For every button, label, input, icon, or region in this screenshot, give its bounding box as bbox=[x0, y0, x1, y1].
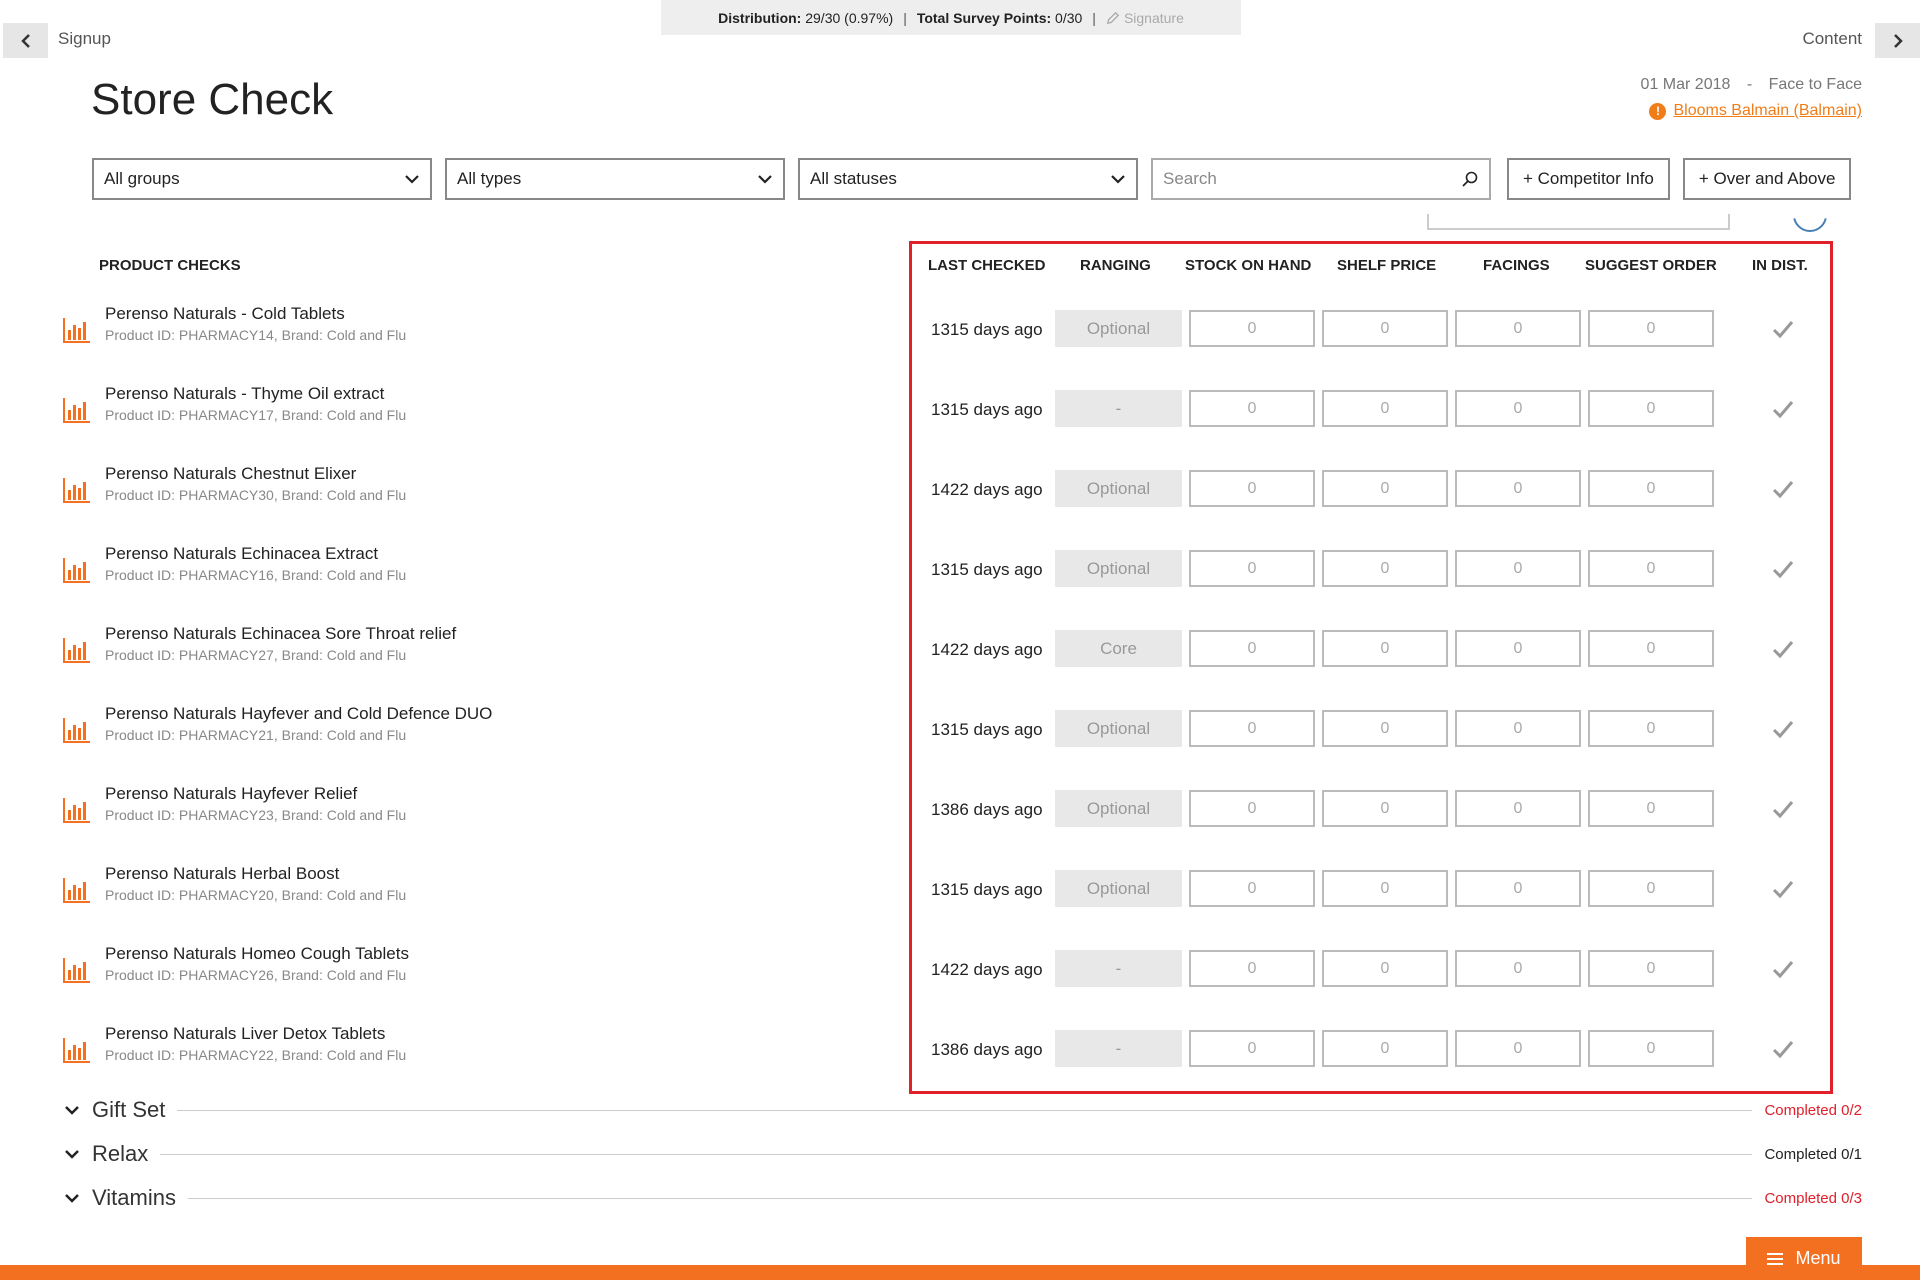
checkmark-icon[interactable] bbox=[1771, 557, 1795, 581]
page-title: Store Check bbox=[91, 75, 334, 124]
visit-type: Face to Face bbox=[1768, 76, 1862, 93]
product-meta: Product ID: PHARMACY26, Brand: Cold and Flu bbox=[105, 967, 407, 983]
header-stock-on-hand: STOCK ON HAND bbox=[1185, 257, 1312, 274]
product-row bbox=[0, 936, 1920, 1016]
over-and-above-button[interactable]: + Over and Above bbox=[1683, 158, 1852, 200]
shelf-price-input[interactable]: 0 bbox=[1322, 470, 1448, 507]
header-last-checked: LAST CHECKED bbox=[928, 257, 1046, 274]
product-meta: Product ID: PHARMACY20, Brand: Cold and Flu bbox=[105, 887, 407, 903]
facings-input[interactable]: 0 bbox=[1455, 950, 1581, 987]
ranging-badge: Optional bbox=[1055, 310, 1182, 347]
ranging-badge: - bbox=[1055, 1030, 1182, 1067]
types-select[interactable] bbox=[445, 158, 785, 200]
header-product-checks: PRODUCT CHECKS bbox=[99, 257, 241, 274]
signature-label: Signature bbox=[1123, 9, 1184, 26]
shelf-price-input[interactable]: 0 bbox=[1322, 870, 1448, 907]
groups-select-value: All groups bbox=[104, 169, 180, 188]
product-row bbox=[0, 776, 1920, 856]
pencil-icon bbox=[1106, 11, 1120, 25]
last-checked: 1386 days ago bbox=[931, 800, 1043, 819]
stock-on-hand-input[interactable]: 0 bbox=[1189, 470, 1315, 507]
facings-input[interactable]: 0 bbox=[1455, 390, 1581, 427]
chevron-right-icon bbox=[1890, 33, 1906, 49]
product-name: Perenso Naturals - Thyme Oil extract bbox=[105, 384, 385, 403]
header-facings: FACINGS bbox=[1483, 257, 1550, 274]
product-meta: Product ID: PHARMACY23, Brand: Cold and Flu bbox=[105, 807, 407, 823]
stock-on-hand-input[interactable]: 0 bbox=[1189, 790, 1315, 827]
group-name: Gift Set bbox=[92, 1097, 166, 1122]
checkmark-icon[interactable] bbox=[1771, 957, 1795, 981]
forward-button[interactable] bbox=[1875, 23, 1920, 58]
bar-chart-icon[interactable] bbox=[62, 876, 92, 904]
last-checked: 1422 days ago bbox=[931, 960, 1043, 979]
stock-on-hand-input[interactable]: 0 bbox=[1189, 1030, 1315, 1067]
meta-separator: - bbox=[1746, 76, 1753, 93]
product-row bbox=[0, 456, 1920, 536]
last-checked: 1422 days ago bbox=[931, 480, 1043, 499]
bar-chart-icon[interactable] bbox=[62, 316, 92, 344]
product-meta: Product ID: PHARMACY21, Brand: Cold and Flu bbox=[105, 727, 407, 743]
product-row bbox=[0, 616, 1920, 696]
menu-button[interactable] bbox=[1746, 1237, 1862, 1280]
bar-chart-icon[interactable] bbox=[62, 636, 92, 664]
divider bbox=[188, 1198, 1752, 1199]
search-input[interactable] bbox=[1163, 169, 1443, 189]
partial-element bbox=[1427, 214, 1730, 230]
facings-input[interactable]: 0 bbox=[1455, 470, 1581, 507]
checkmark-icon[interactable] bbox=[1771, 317, 1795, 341]
facings-input[interactable]: 0 bbox=[1455, 310, 1581, 347]
ranging-badge: Optional bbox=[1055, 870, 1182, 907]
product-name: Perenso Naturals Chestnut Elixer bbox=[105, 464, 357, 483]
ranging-badge: Optional bbox=[1055, 550, 1182, 587]
group-name: Relax bbox=[92, 1141, 149, 1166]
filter-bar bbox=[92, 158, 1862, 201]
stock-on-hand-input[interactable]: 0 bbox=[1189, 710, 1315, 747]
product-name: Perenso Naturals Liver Detox Tablets bbox=[105, 1024, 386, 1043]
competitor-info-button[interactable]: + Competitor Info bbox=[1507, 158, 1670, 200]
last-checked: 1315 days ago bbox=[931, 720, 1043, 739]
chevron-down-icon bbox=[1110, 171, 1126, 187]
bar-chart-icon[interactable] bbox=[62, 716, 92, 744]
stock-on-hand-input[interactable]: 0 bbox=[1189, 950, 1315, 987]
chevron-left-icon bbox=[18, 33, 34, 49]
last-checked: 1315 days ago bbox=[931, 880, 1043, 899]
ranging-badge: Optional bbox=[1055, 710, 1182, 747]
group-name: Vitamins bbox=[92, 1185, 176, 1210]
suggest-order-input[interactable]: 0 bbox=[1588, 790, 1714, 827]
facings-input[interactable]: 0 bbox=[1455, 550, 1581, 587]
product-name: Perenso Naturals Hayfever and Cold Defence DUO bbox=[105, 704, 493, 723]
facings-input[interactable]: 0 bbox=[1455, 1030, 1581, 1067]
product-meta: Product ID: PHARMACY22, Brand: Cold and Flu bbox=[105, 1047, 407, 1063]
suggest-order-input[interactable]: 0 bbox=[1588, 550, 1714, 587]
product-name: Perenso Naturals Echinacea Extract bbox=[105, 544, 379, 563]
bar-chart-icon[interactable] bbox=[62, 956, 92, 984]
facings-input[interactable]: 0 bbox=[1455, 630, 1581, 667]
bottom-bar bbox=[0, 1265, 1920, 1280]
bar-chart-icon[interactable] bbox=[62, 476, 92, 504]
product-name: Perenso Naturals Homeo Cough Tablets bbox=[105, 944, 409, 963]
shelf-price-input[interactable]: 0 bbox=[1322, 790, 1448, 827]
visit-date: 01 Mar 2018 bbox=[1640, 76, 1731, 93]
chevron-down-icon bbox=[62, 1100, 82, 1120]
chevron-down-icon bbox=[404, 171, 420, 187]
header-in-dist: IN DIST. bbox=[1752, 257, 1808, 274]
survey-label: Total Survey Points: bbox=[916, 9, 1052, 26]
ranging-badge: Optional bbox=[1055, 470, 1182, 507]
group-gift-set[interactable] bbox=[62, 1095, 1862, 1125]
divider: | bbox=[1092, 9, 1096, 26]
visit-meta bbox=[1629, 76, 1862, 120]
group-relax[interactable] bbox=[62, 1139, 1862, 1169]
back-label[interactable]: Signup bbox=[58, 29, 111, 48]
alert-icon: ! bbox=[1649, 103, 1666, 120]
status-strip bbox=[661, 0, 1241, 35]
product-row bbox=[0, 856, 1920, 936]
product-row bbox=[0, 376, 1920, 456]
product-meta: Product ID: PHARMACY17, Brand: Cold and Flu bbox=[105, 407, 407, 423]
checkmark-icon[interactable] bbox=[1771, 637, 1795, 661]
divider: | bbox=[903, 9, 907, 26]
statuses-select[interactable] bbox=[798, 158, 1138, 200]
suggest-order-input[interactable]: 0 bbox=[1588, 630, 1714, 667]
bar-chart-icon[interactable] bbox=[62, 556, 92, 584]
bar-chart-icon[interactable] bbox=[62, 796, 92, 824]
header-suggest-order: SUGGEST ORDER bbox=[1585, 257, 1717, 274]
header-ranging: RANGING bbox=[1080, 257, 1151, 274]
search-icon[interactable] bbox=[1461, 170, 1479, 188]
suggest-order-input[interactable]: 0 bbox=[1588, 390, 1714, 427]
header-shelf-price: SHELF PRICE bbox=[1337, 257, 1437, 274]
group-vitamins[interactable] bbox=[62, 1183, 1862, 1213]
suggest-order-input[interactable]: 0 bbox=[1588, 310, 1714, 347]
facings-input[interactable]: 0 bbox=[1455, 710, 1581, 747]
store-link[interactable]: Blooms Balmain (Balmain) bbox=[1673, 102, 1862, 119]
checkmark-icon[interactable] bbox=[1771, 397, 1795, 421]
stock-on-hand-input[interactable]: 0 bbox=[1189, 630, 1315, 667]
search-field bbox=[1151, 158, 1491, 200]
chevron-down-icon bbox=[62, 1144, 82, 1164]
chevron-down-icon bbox=[757, 171, 773, 187]
partial-circle-icon bbox=[1793, 198, 1827, 232]
checkmark-icon[interactable] bbox=[1771, 877, 1795, 901]
group-status: Completed 0/3 bbox=[1764, 1189, 1862, 1207]
shelf-price-input[interactable]: 0 bbox=[1322, 630, 1448, 667]
facings-input[interactable]: 0 bbox=[1455, 870, 1581, 907]
stock-on-hand-input[interactable]: 0 bbox=[1189, 390, 1315, 427]
product-meta: Product ID: PHARMACY14, Brand: Cold and Flu bbox=[105, 327, 407, 343]
product-name: Perenso Naturals Herbal Boost bbox=[105, 864, 340, 883]
checkmark-icon[interactable] bbox=[1771, 477, 1795, 501]
bar-chart-icon[interactable] bbox=[62, 1036, 92, 1064]
suggest-order-input[interactable]: 0 bbox=[1588, 710, 1714, 747]
shelf-price-input[interactable]: 0 bbox=[1322, 950, 1448, 987]
shelf-price-input[interactable]: 0 bbox=[1322, 1030, 1448, 1067]
statuses-select-value: All statuses bbox=[810, 169, 897, 188]
hamburger-icon bbox=[1767, 1252, 1783, 1266]
ranging-badge: - bbox=[1055, 950, 1182, 987]
groups-select[interactable] bbox=[92, 158, 432, 200]
ranging-badge: - bbox=[1055, 390, 1182, 427]
divider bbox=[160, 1154, 1752, 1155]
types-select-value: All types bbox=[457, 169, 522, 188]
last-checked: 1315 days ago bbox=[931, 320, 1043, 339]
shelf-price-input[interactable]: 0 bbox=[1322, 310, 1448, 347]
product-row bbox=[0, 1016, 1920, 1096]
survey-value: 0/30 bbox=[1055, 9, 1083, 26]
checkmark-icon[interactable] bbox=[1771, 1037, 1795, 1061]
last-checked: 1386 days ago bbox=[931, 1040, 1043, 1059]
last-checked: 1315 days ago bbox=[931, 560, 1043, 579]
signature-button[interactable] bbox=[1106, 10, 1184, 26]
product-row bbox=[0, 536, 1920, 616]
stock-on-hand-input[interactable]: 0 bbox=[1189, 310, 1315, 347]
product-meta: Product ID: PHARMACY16, Brand: Cold and Flu bbox=[105, 567, 407, 583]
ranging-badge: Core bbox=[1055, 630, 1182, 667]
group-status: Completed 0/2 bbox=[1764, 1101, 1862, 1119]
suggest-order-input[interactable]: 0 bbox=[1588, 470, 1714, 507]
shelf-price-input[interactable]: 0 bbox=[1322, 550, 1448, 587]
chevron-down-icon bbox=[62, 1188, 82, 1208]
last-checked: 1422 days ago bbox=[931, 640, 1043, 659]
distribution-value: 29/30 (0.97%) bbox=[805, 9, 894, 26]
suggest-order-input[interactable]: 0 bbox=[1588, 1030, 1714, 1067]
back-button[interactable] bbox=[3, 23, 48, 58]
product-name: Perenso Naturals Hayfever Relief bbox=[105, 784, 358, 803]
last-checked: 1315 days ago bbox=[931, 400, 1043, 419]
product-meta: Product ID: PHARMACY30, Brand: Cold and Flu bbox=[105, 487, 407, 503]
suggest-order-input[interactable]: 0 bbox=[1588, 950, 1714, 987]
product-meta: Product ID: PHARMACY27, Brand: Cold and Flu bbox=[105, 647, 407, 663]
divider bbox=[177, 1110, 1752, 1111]
stock-on-hand-input[interactable]: 0 bbox=[1189, 870, 1315, 907]
product-row bbox=[0, 296, 1920, 376]
bar-chart-icon[interactable] bbox=[62, 396, 92, 424]
shelf-price-input[interactable]: 0 bbox=[1322, 710, 1448, 747]
forward-label[interactable]: Content bbox=[1802, 29, 1862, 48]
menu-label: Menu bbox=[1795, 1248, 1841, 1268]
ranging-badge: Optional bbox=[1055, 790, 1182, 827]
distribution-label: Distribution: bbox=[718, 9, 802, 26]
group-status: Completed 0/1 bbox=[1764, 1145, 1862, 1163]
checkmark-icon[interactable] bbox=[1771, 717, 1795, 741]
product-name: Perenso Naturals Echinacea Sore Throat relief bbox=[105, 624, 457, 643]
product-row bbox=[0, 696, 1920, 776]
checkmark-icon[interactable] bbox=[1771, 797, 1795, 821]
facings-input[interactable]: 0 bbox=[1455, 790, 1581, 827]
product-name: Perenso Naturals - Cold Tablets bbox=[105, 304, 345, 323]
suggest-order-input[interactable]: 0 bbox=[1588, 870, 1714, 907]
stock-on-hand-input[interactable]: 0 bbox=[1189, 550, 1315, 587]
shelf-price-input[interactable]: 0 bbox=[1322, 390, 1448, 427]
